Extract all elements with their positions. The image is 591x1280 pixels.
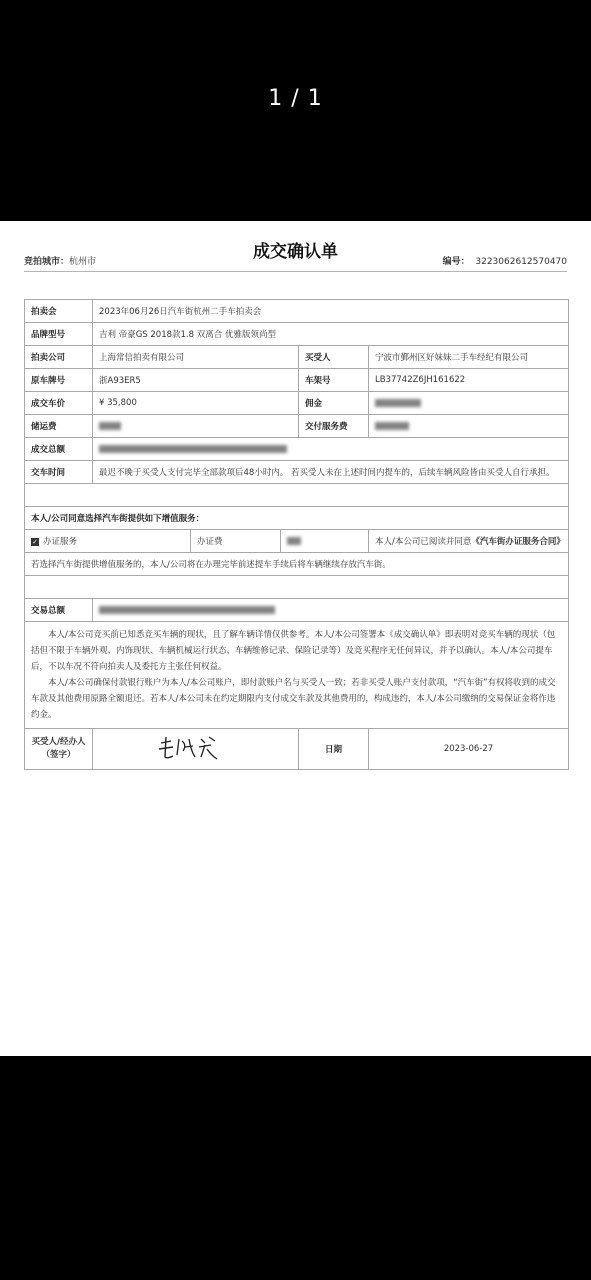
vin-value: LB37742Z6JH161622 xyxy=(369,369,569,392)
table-row xyxy=(25,392,569,415)
document-page xyxy=(0,221,591,1056)
fee-label: 办证费 xyxy=(191,530,281,553)
trade-total-label: 交易总额 xyxy=(25,599,93,622)
table-row xyxy=(25,599,569,622)
document-title: 成交确认单 xyxy=(253,242,338,262)
delivery-time-value: 最迟不晚于买受人支付完毕全部款项后48小时内。 若买受人未在上述时间内提车的，后续车辆风险皆由买受人自行承担。 xyxy=(93,461,569,484)
table-row xyxy=(25,415,569,438)
service-name: 办证服务 xyxy=(43,537,78,547)
table-row xyxy=(25,300,569,323)
handwritten-signature xyxy=(149,729,249,769)
page-counter: 1 / 1 xyxy=(268,86,323,111)
number-label: 编号： xyxy=(442,257,470,267)
trade-total-value-redacted xyxy=(93,599,569,622)
auction-label: 拍卖会 xyxy=(25,300,93,323)
table-row xyxy=(25,622,569,729)
table-row xyxy=(25,484,569,507)
commission-value-redacted xyxy=(369,392,569,415)
model-value: 吉利 帝豪GS 2018款1.8 双离合 优雅版领尚型 xyxy=(93,323,569,346)
plate-value: 浙A93ER5 xyxy=(93,369,299,392)
service-agreement xyxy=(369,530,569,553)
table-row xyxy=(25,530,569,553)
storage-label: 储运费 xyxy=(25,415,93,438)
table-row xyxy=(25,576,569,599)
delivery-time-label: 交车时间 xyxy=(25,461,93,484)
confirmation-table xyxy=(24,299,569,770)
price-label: 成交车价 xyxy=(25,392,93,415)
number-value: 3223062612570470 xyxy=(475,257,567,267)
table-row xyxy=(25,346,569,369)
header-divider xyxy=(24,271,567,272)
blank-row xyxy=(25,576,569,599)
company-value: 上海常信拍卖有限公司 xyxy=(93,346,299,369)
table-row xyxy=(25,507,569,530)
price-value: ¥ 35,800 xyxy=(93,392,299,415)
storage-value-redacted xyxy=(93,415,299,438)
date-label: 日期 xyxy=(299,729,369,770)
terms-paragraph-1: 本人/本公司竞买前已知悉竞买车辆的现状，且了解车辆详情仅供参考。本人/本公司签署本《成交确认单》即表明对竞买车辆的现状（包括但不限于车辆外观、内饰现状、车辆机械运行状态、车辆维修记录、保险记录等）及竞买程序无任何异议，并予以确认。本人/本公司提车后，不以车况不符向拍卖人及委托方主张任何权益。 xyxy=(31,630,556,672)
table-row xyxy=(25,553,569,576)
total-value-redacted xyxy=(93,438,569,461)
terms-paragraph-2: 本人/本公司确保付款银行账户为本人/本公司账户，即付款账户名与买受人一致；若非买受人账户支付款项，“汽车街”有权将收到的成交车款及其他费用原路全额退还。若本人/本公司未在约定期限内支付成交车款及其他费用的，构成违约，本人/本公司缴纳的交易保证金将作违约金。 xyxy=(31,678,556,720)
model-label: 品牌型号 xyxy=(25,323,93,346)
commission-label: 佣金 xyxy=(299,392,369,415)
auction-value: 2023年06月26日汽车街杭州二手车拍卖会 xyxy=(93,300,569,323)
agreement-prefix: 本人/本公司已阅读并同意 xyxy=(375,537,472,547)
table-row xyxy=(25,323,569,346)
services-heading: 本人/公司同意选择汽车街提供如下增值服务： xyxy=(25,507,569,530)
document-number xyxy=(443,254,567,267)
signature-label-line1: 买受人/经办人 xyxy=(31,737,86,747)
city-value: 杭州市 xyxy=(69,257,97,267)
table-row xyxy=(25,438,569,461)
table-row xyxy=(25,461,569,484)
agreement-contract-link[interactable]: 《汽车街办证服务合同》 xyxy=(471,537,565,547)
plate-label: 原车牌号 xyxy=(25,369,93,392)
blank-row xyxy=(25,484,569,507)
company-label: 拍卖公司 xyxy=(25,346,93,369)
buyer-value: 宁波市鄞州区好妹妹二手车经纪有限公司 xyxy=(369,346,569,369)
signature-area xyxy=(93,729,299,770)
city-label: 竞拍城市： xyxy=(24,257,70,267)
buyer-label: 买受人 xyxy=(299,346,369,369)
date-value: 2023-06-27 xyxy=(369,729,569,770)
signature-label-line2: （签字） xyxy=(41,750,76,760)
signature-label xyxy=(25,729,93,770)
vin-label: 车架号 xyxy=(299,369,369,392)
services-note: 若选择汽车街提供增值服务的，本人/公司将在办理完毕前述提车手续后将车辆继续存放汽车街。 xyxy=(25,553,569,576)
total-label: 成交总额 xyxy=(25,438,93,461)
terms-text xyxy=(25,622,569,729)
service-option[interactable] xyxy=(25,530,191,553)
table-row xyxy=(25,369,569,392)
fee-value-redacted xyxy=(281,530,369,553)
delivery-value-redacted xyxy=(369,415,569,438)
delivery-label: 交付服务费 xyxy=(299,415,369,438)
auction-city xyxy=(24,254,96,267)
checkbox-checked-icon[interactable]: ✓ xyxy=(32,537,38,546)
table-row xyxy=(25,729,569,770)
